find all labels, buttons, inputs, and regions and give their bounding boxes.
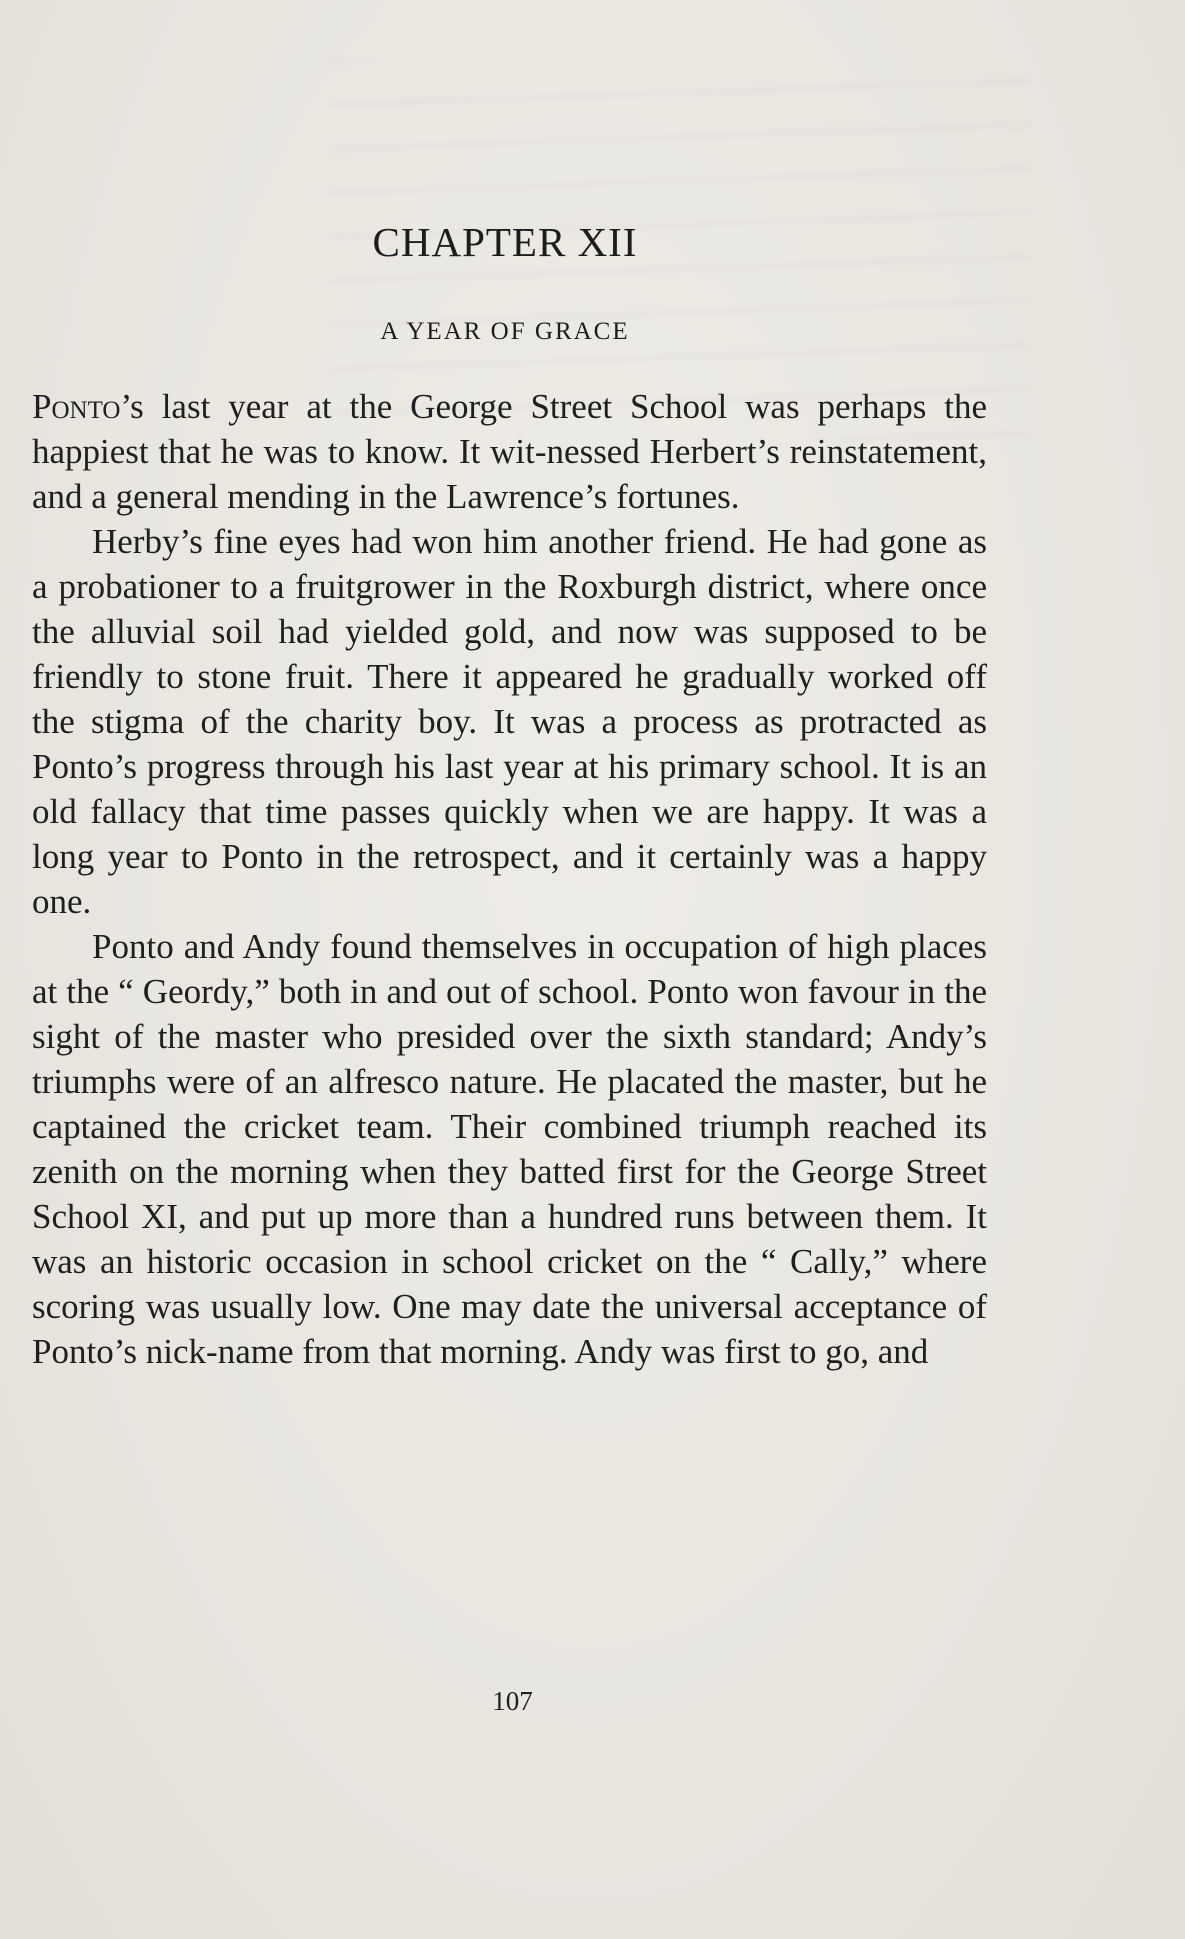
paragraph-1 (32, 384, 987, 519)
chapter-subtitle: A YEAR OF GRACE (380, 318, 630, 345)
paragraph-1-text: ’s last year at the George Street School was perhaps the happiest that he was to know. It wit-nessed Herbert’s reinstatement, and a general mending in the Lawrence’s fortunes. (32, 387, 987, 516)
paragraph-3: Ponto and Andy found themselves in occupation of high places at the “ Geordy,” both in and out of school. Ponto won favour in the sight of the master who presided over the sixth standard; Andy’s triumphs were of an alfresco nature. He placated the master, but he captained the cricket team. Their combined triumph reached its zenith on the morning when they batted first for the George Street School XI, and put up more than a hundred runs between them. It was an historic occasion in school cricket on the “ Cally,” where scoring was usually low. One may date the universal acceptance of Ponto’s nick-name from that morning. Andy was first to go, and (32, 927, 987, 1371)
chapter-title: CHAPTER XII (372, 219, 638, 265)
paragraph-2: Herby’s fine eyes had won him another friend. He had gone as a probationer to a fruitgrower in the Roxburgh district, where once the alluvial soil had yielded gold, and now was supposed to be friendly to stone fruit. There it appeared he gradually worked off the stigma of the charity boy. It was a process as protracted as Ponto’s progress through his last year at his primary school. It is an old fallacy that time passes quickly when we are happy. It was a long year to Ponto in the retrospect, and it certainly was a happy one. (32, 522, 987, 921)
page-number: 107 (492, 1686, 533, 1716)
body-text (32, 384, 987, 1374)
paragraph-lead-smallcaps: Ponto (32, 387, 121, 426)
